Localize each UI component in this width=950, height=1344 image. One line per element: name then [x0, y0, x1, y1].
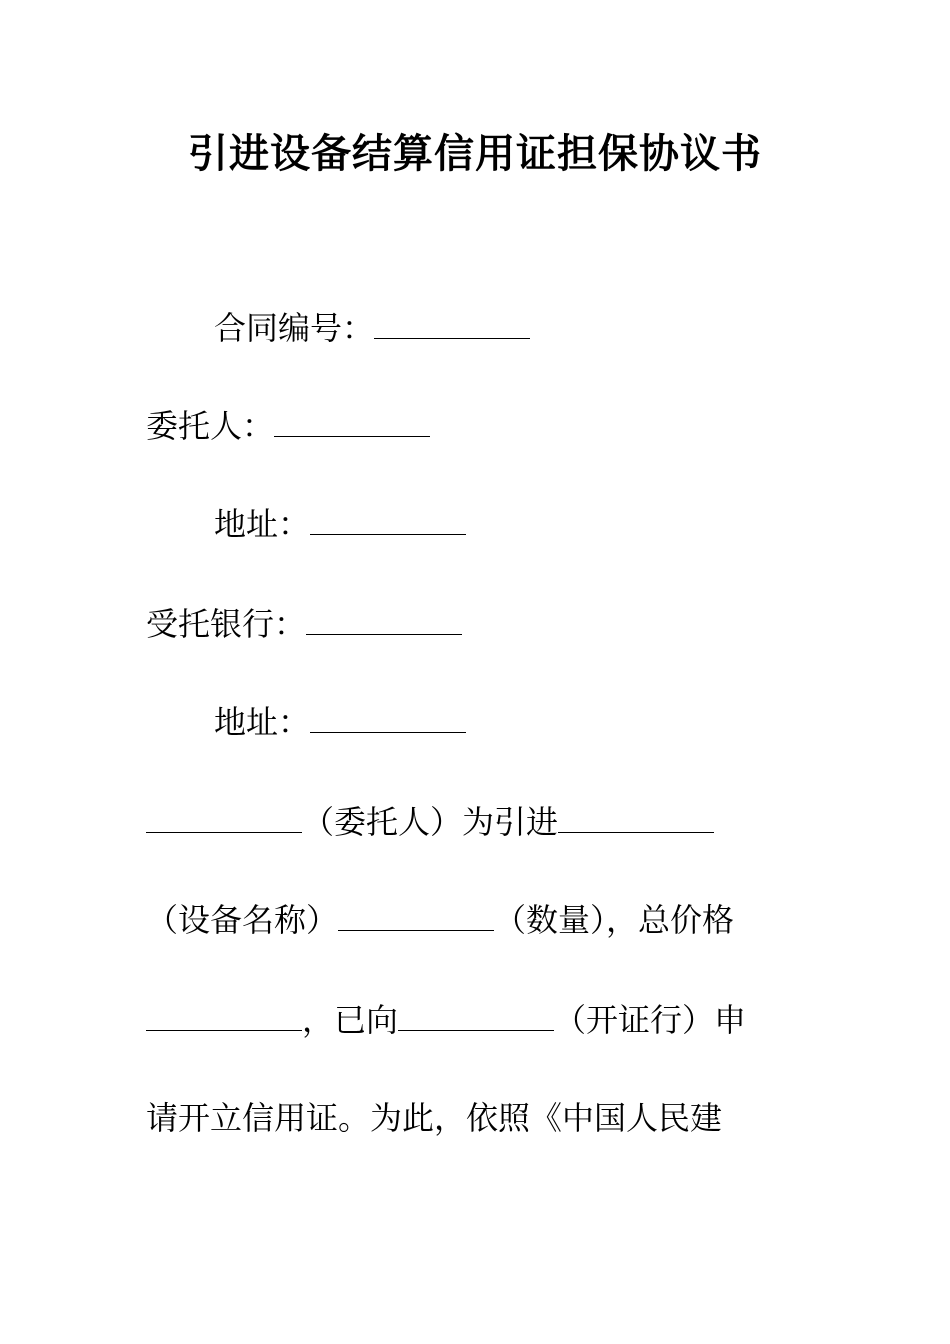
principal-address-blank	[310, 506, 466, 535]
body-text-2a: （设备名称）	[146, 901, 339, 939]
body-line-3	[146, 1000, 746, 1040]
principal-blank	[274, 408, 430, 437]
bank-label: 受托银行：	[146, 605, 307, 643]
principal-row	[146, 406, 430, 446]
principal-name-blank	[146, 804, 302, 833]
contract-number-label: 合同编号：	[214, 309, 375, 347]
bank-address-blank	[310, 704, 466, 733]
body-line-4	[146, 1098, 722, 1138]
issuing-bank-blank	[398, 1002, 554, 1031]
principal-address-label: 地址：	[214, 505, 311, 543]
bank-blank	[306, 606, 462, 635]
bank-address-row	[214, 702, 466, 742]
body-text-3a: ，已向	[302, 1001, 399, 1039]
contract-number-blank	[374, 310, 530, 339]
bank-address-label: 地址：	[214, 703, 311, 741]
body-text-2b: （数量），总价格	[494, 901, 735, 939]
document-title: 引进设备结算信用证担保协议书	[188, 130, 762, 177]
body-text-1a: （委托人）为引进	[302, 803, 559, 841]
body-text-4: 请开立信用证。为此，依照《中国人民建	[146, 1099, 723, 1137]
total-price-blank	[146, 1002, 302, 1031]
principal-address-row	[214, 504, 466, 544]
equipment-name-blank	[558, 804, 714, 833]
body-text-3b: （开证行）申	[554, 1001, 747, 1039]
body-line-2	[146, 900, 734, 940]
body-line-1	[146, 802, 714, 842]
bank-row	[146, 604, 462, 644]
quantity-blank	[338, 902, 494, 931]
contract-number-row	[214, 308, 530, 348]
principal-label: 委托人：	[146, 407, 275, 445]
